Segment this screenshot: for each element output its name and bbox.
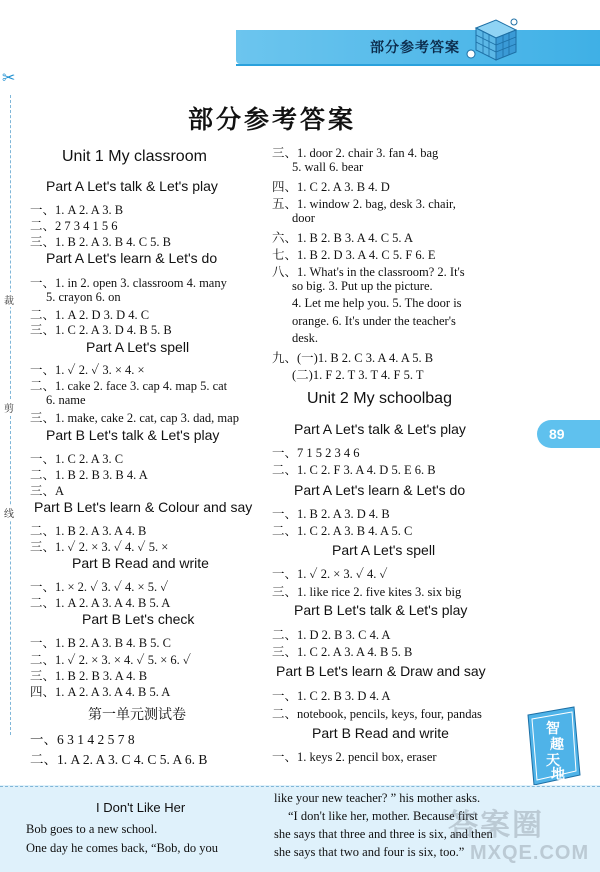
part-heading: Part A Let's learn & Let's do bbox=[294, 482, 466, 498]
answer-line: 三、1. B 2. A 3. B 4. C 5. B bbox=[30, 235, 171, 249]
answer-line: so big. 3. Put up the picture. bbox=[292, 279, 433, 293]
answer-line: 三、1. door 2. chair 3. fan 4. bag bbox=[272, 146, 439, 160]
answer-line: 九、(一)1. B 2. C 3. A 4. A 5. B bbox=[272, 351, 434, 365]
answer-line: 二、1. C 2. A 3. B 4. A 5. C bbox=[272, 524, 413, 538]
answer-line: 二、1. cake 2. face 3. cap 4. map 5. cat bbox=[30, 379, 228, 393]
answer-line: 6. name bbox=[46, 393, 86, 407]
watermark: 答案圈 bbox=[448, 808, 544, 843]
answer-line: 5. wall 6. bear bbox=[292, 160, 364, 174]
part-heading: Part A Let's talk & Let's play bbox=[46, 178, 218, 194]
story-line: like your new teacher? ” his mother asks. bbox=[274, 791, 481, 805]
cut-label: 线 bbox=[4, 505, 14, 520]
answer-line: 三、1. C 2. A 3. A 4. B 5. B bbox=[272, 645, 413, 659]
cut-label: 剪 bbox=[4, 400, 14, 415]
story-line: she says that three and three is six, and then bbox=[274, 827, 493, 841]
answer-line: 二、1. A 2. A 3. C 4. C 5. A 6. B bbox=[30, 752, 208, 767]
answer-line: 二、1. A 2. D 3. D 4. C bbox=[30, 308, 150, 322]
answer-line: 一、1. B 2. A 3. D 4. B bbox=[272, 507, 390, 521]
part-heading: Part B Let's check bbox=[82, 611, 195, 627]
answer-line: 二、1. ✓ 2. × 3. × 4. ✓ 5. × 6. ✓ bbox=[30, 653, 191, 667]
answer-line: 四、1. C 2. A 3. B 4. D bbox=[272, 180, 390, 194]
answer-line: 四、1. A 2. A 3. A 4. B 5. A bbox=[30, 685, 171, 699]
header-section-title: 部分参考答案 bbox=[370, 39, 460, 55]
answer-line: 一、1. ✓ 2. × 3. ✓ 4. ✓ bbox=[272, 567, 388, 581]
answer-line: 一、6 3 1 4 2 5 7 8 bbox=[30, 732, 135, 747]
story-line: One day he comes back, “Bob, do you bbox=[26, 841, 218, 855]
answer-line: 六、1. B 2. B 3. A 4. C 5. A bbox=[272, 231, 413, 245]
answer-line: door bbox=[292, 211, 315, 225]
part-heading: Part A Let's spell bbox=[332, 542, 436, 558]
answer-line: 一、1. A 2. A 3. B bbox=[30, 203, 124, 217]
answer-line: 二、1. B 2. A 3. A 4. B bbox=[30, 524, 147, 538]
scissors-icon: ✂ bbox=[2, 68, 16, 87]
part-heading: Part B Let's learn & Draw and say bbox=[276, 663, 486, 679]
answer-line: 一、1. B 2. A 3. B 4. B 5. C bbox=[30, 636, 171, 650]
part-heading: 第一单元测试卷 bbox=[88, 706, 186, 722]
unit-heading: Unit 2 My schoolbag bbox=[307, 390, 452, 407]
answer-line: 二、1. A 2. A 3. A 4. B 5. A bbox=[30, 596, 171, 610]
story-divider bbox=[0, 786, 600, 787]
part-heading: Part A Let's learn & Let's do bbox=[46, 250, 218, 266]
answer-line: (二)1. F 2. T 3. T 4. F 5. T bbox=[292, 368, 424, 382]
answer-line: desk. bbox=[292, 331, 319, 345]
badge-char: 智 bbox=[546, 721, 560, 737]
header-rule bbox=[236, 64, 600, 66]
cut-label: 裁 bbox=[4, 292, 14, 307]
answer-line: 一、1. C 2. A 3. C bbox=[30, 452, 124, 466]
answer-line: 五、1. window 2. bag, desk 3. chair, bbox=[272, 197, 456, 211]
answer-line: 三、1. make, cake 2. cat, cap 3. dad, map bbox=[30, 411, 239, 425]
answer-line: 一、1. × 2. ✓ 3. ✓ 4. × 5. ✓ bbox=[30, 580, 169, 594]
answer-line: 三、1. like rice 2. five kites 3. six big bbox=[272, 585, 462, 599]
answer-line: 一、1. keys 2. pencil box, eraser bbox=[272, 750, 437, 764]
answer-line: 一、7 1 5 2 3 4 6 bbox=[272, 446, 360, 460]
rubik-cube-icon bbox=[462, 14, 522, 66]
part-heading: Part B Let's talk & Let's play bbox=[294, 602, 468, 618]
answer-line: 4. Let me help you. 5. The door is bbox=[292, 296, 462, 310]
answer-line: 三、1. ✓ 2. × 3. ✓ 4. ✓ 5. × bbox=[30, 540, 169, 554]
badge-char: 天 bbox=[546, 753, 560, 769]
answer-line: 七、1. B 2. D 3. A 4. C 5. F 6. E bbox=[272, 248, 436, 262]
answer-line: 三、A bbox=[30, 484, 65, 498]
cut-line bbox=[10, 95, 11, 735]
story-line: she says that two and four is six, too.” bbox=[274, 845, 465, 859]
part-heading: Part B Read and write bbox=[72, 555, 209, 571]
part-heading: Part B Read and write bbox=[312, 725, 449, 741]
answer-line: 二、1. C 2. F 3. A 4. D 5. E 6. B bbox=[272, 463, 436, 477]
watermark-url: MXQE.COM bbox=[470, 842, 590, 864]
story-title: I Don't Like Her bbox=[96, 800, 186, 815]
part-heading: Part B Let's talk & Let's play bbox=[46, 427, 220, 443]
story-line: Bob goes to a new school. bbox=[26, 822, 158, 836]
story-line: “I don't like her, mother. Because first bbox=[288, 809, 478, 823]
answer-line: 一、1. C 2. B 3. D 4. A bbox=[272, 689, 391, 703]
answer-line: 二、2 7 3 4 1 5 6 bbox=[30, 219, 118, 233]
answer-line: 5. crayon 6. on bbox=[46, 290, 121, 304]
unit-heading: Unit 1 My classroom bbox=[62, 148, 207, 165]
badge-char: 地 bbox=[551, 767, 565, 783]
answer-line: 三、1. C 2. A 3. D 4. B 5. B bbox=[30, 323, 172, 337]
answer-line: 三、1. B 2. B 3. A 4. B bbox=[30, 669, 148, 683]
part-heading: Part B Let's learn & Colour and say bbox=[34, 499, 253, 515]
part-heading: Part A Let's spell bbox=[86, 339, 190, 355]
part-heading: Part A Let's talk & Let's play bbox=[294, 421, 466, 437]
badge-char: 趣 bbox=[550, 737, 564, 753]
answer-line: 二、1. B 2. B 3. B 4. A bbox=[30, 468, 148, 482]
answer-line: orange. 6. It's under the teacher's bbox=[292, 314, 456, 328]
answer-line: 二、1. D 2. B 3. C 4. A bbox=[272, 628, 391, 642]
answer-line: 一、1. in 2. open 3. classroom 4. many bbox=[30, 276, 227, 290]
answer-line: 二、notebook, pencils, keys, four, pandas bbox=[272, 707, 482, 721]
answer-line: 一、1. ✓ 2. ✓ 3. × 4. × bbox=[30, 363, 145, 377]
page-number: 89 bbox=[537, 420, 600, 448]
answer-line: 八、1. What's in the classroom? 2. It's bbox=[272, 265, 465, 279]
page-title: 部分参考答案 bbox=[188, 105, 357, 134]
fun-corner-badge bbox=[524, 705, 582, 791]
